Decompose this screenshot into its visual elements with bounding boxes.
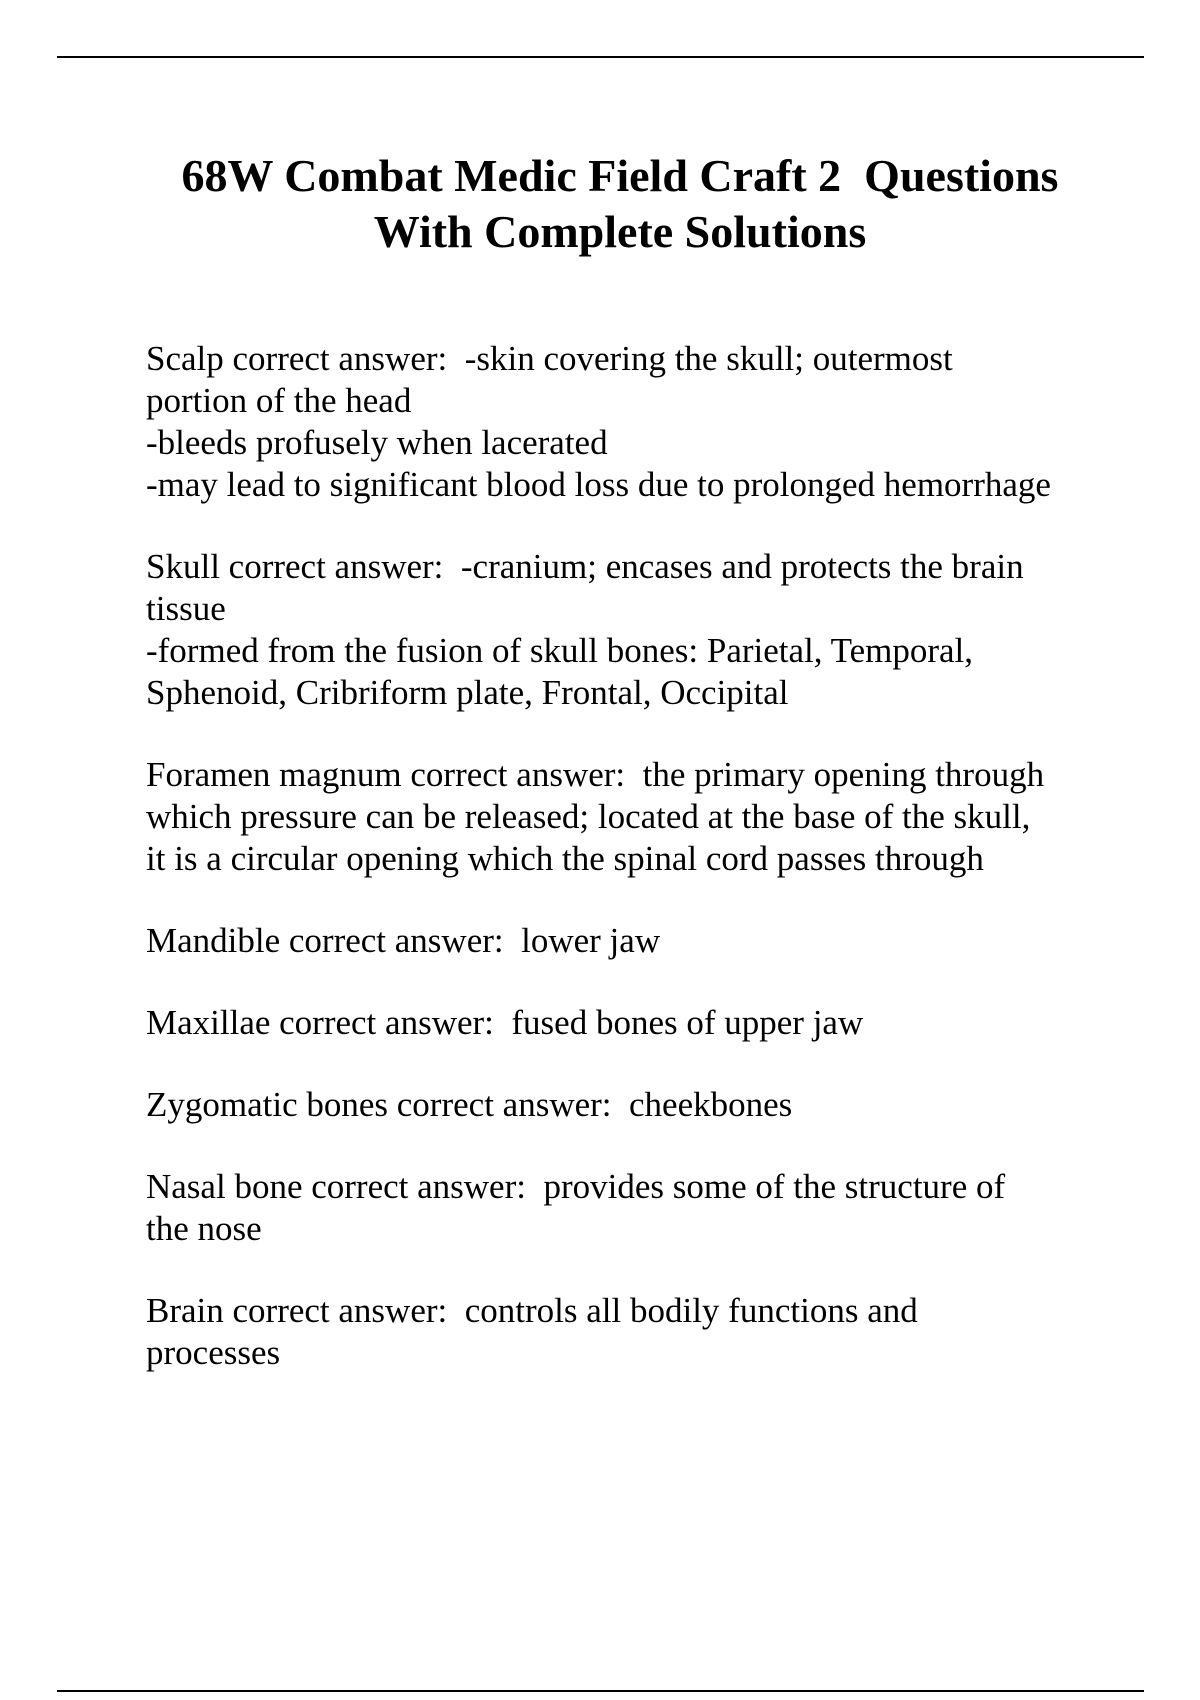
- qa-entry-zygomatic-bones: [146, 1084, 1146, 1126]
- qa-entry-foramen-magnum: [146, 754, 1146, 880]
- qa-line: Zygomatic bones correct answer: cheekbones: [146, 1085, 793, 1124]
- qa-line: Scalp correct answer: -skin covering the skull; outermost: [146, 339, 953, 378]
- qa-line: -formed from the fusion of skull bones: Parietal, Temporal,: [146, 631, 973, 670]
- qa-line: it is a circular opening which the spinal cord passes through: [146, 839, 984, 878]
- top-rule: [57, 56, 1144, 58]
- qa-line: the nose: [146, 1209, 262, 1248]
- qa-line: Foramen magnum correct answer: the primary opening through: [146, 755, 1045, 794]
- qa-line: Brain correct answer: controls all bodily functions and: [146, 1291, 918, 1330]
- title-line: With Complete Solutions: [373, 206, 867, 257]
- qa-entry-skull: [146, 546, 1146, 714]
- qa-line: which pressure can be released; located at the base of the skull,: [146, 797, 1031, 836]
- page-title: [100, 148, 1140, 260]
- qa-line: Skull correct answer: -cranium; encases and protects the brain: [146, 547, 1024, 586]
- qa-entry-brain: [146, 1290, 1146, 1374]
- qa-line: Sphenoid, Cribriform plate, Frontal, Occipital: [146, 673, 789, 712]
- qa-list: [146, 338, 1146, 1414]
- qa-entry-nasal-bone: [146, 1166, 1146, 1250]
- qa-line: -bleeds profusely when lacerated: [146, 423, 608, 462]
- qa-entry-scalp: [146, 338, 1146, 506]
- qa-line: Maxillae correct answer: fused bones of upper jaw: [146, 1003, 864, 1042]
- qa-line: Nasal bone correct answer: provides some of the structure of: [146, 1167, 1006, 1206]
- qa-entry-mandible: [146, 920, 1146, 962]
- qa-entry-maxillae: [146, 1002, 1146, 1044]
- qa-line: tissue: [146, 589, 226, 628]
- title-line: 68W Combat Medic Field Craft 2 Questions: [181, 150, 1059, 201]
- qa-line: Mandible correct answer: lower jaw: [146, 921, 661, 960]
- qa-line: portion of the head: [146, 381, 412, 420]
- qa-line: -may lead to significant blood loss due to prolonged hemorrhage: [146, 465, 1051, 504]
- bottom-rule: [57, 1690, 1144, 1692]
- qa-line: processes: [146, 1333, 281, 1372]
